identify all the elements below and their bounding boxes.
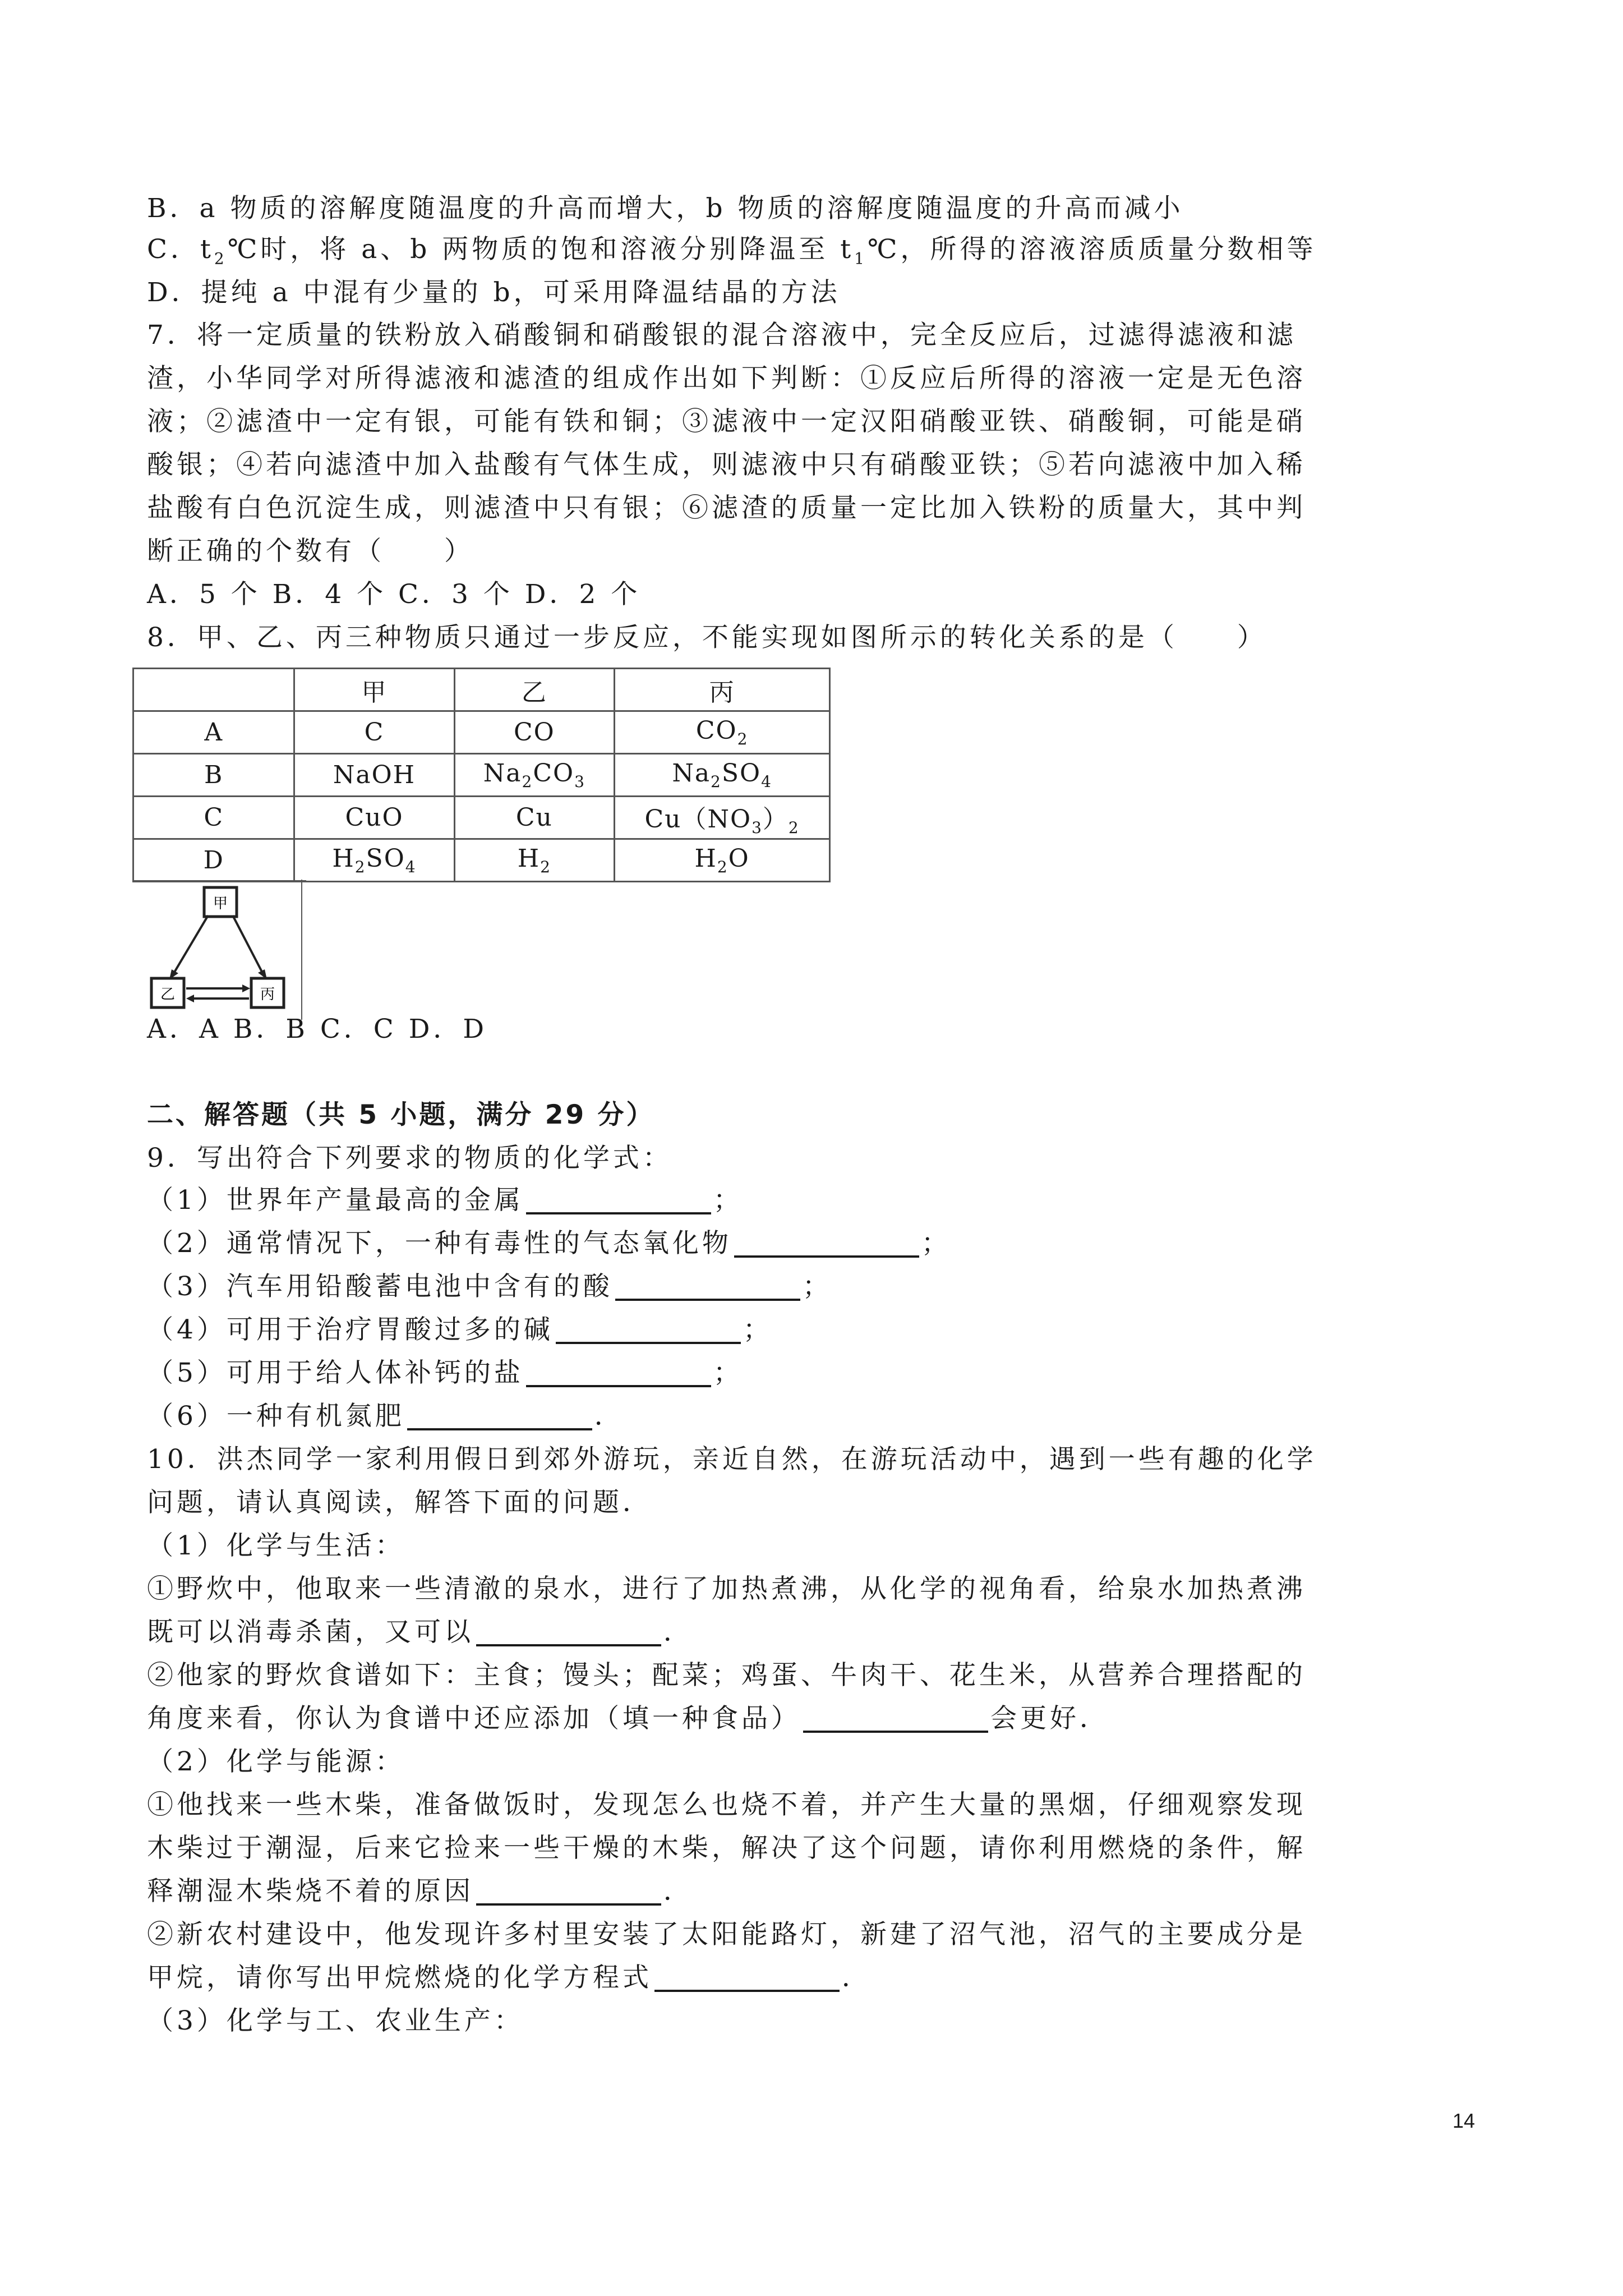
table-cell: CO	[454, 711, 615, 754]
q6c-sub-1: 2	[214, 249, 228, 268]
diagram-node-yi: 乙	[160, 986, 176, 1003]
q10-a-line-2	[147, 1616, 693, 1649]
table-cell: C	[294, 711, 454, 754]
punctuation: ．	[663, 1876, 693, 1907]
q6c-text-1: C．t	[147, 234, 214, 265]
answer-blank[interactable]	[476, 1903, 661, 1906]
q10-subsection-1: （1）化学与生活：	[147, 1530, 405, 1561]
section-heading: 二、解答题（共 5 小题，满分 29 分）	[147, 1099, 655, 1130]
q9-item-3	[147, 1270, 832, 1304]
row-label: B	[133, 754, 294, 797]
table-cell	[615, 711, 830, 754]
formula-part: H	[517, 844, 541, 873]
answer-blank[interactable]	[407, 1428, 592, 1430]
q9-item-4	[147, 1313, 773, 1347]
answer-blank[interactable]	[803, 1731, 988, 1733]
formula-part: SO	[366, 844, 405, 873]
q10-d-line-2	[147, 1961, 872, 1995]
answer-blank[interactable]	[526, 1385, 711, 1387]
q9-stem: 9．写出符合下列要求的物质的化学式：	[147, 1143, 672, 1174]
table-row	[133, 711, 830, 754]
q9-item-text: （1）世界年产量最高的金属	[147, 1185, 524, 1216]
q8-stem: 8．甲、乙、丙三种物质只通过一步反应，不能实现如图所示的转化关系的是（ ）	[147, 622, 1267, 653]
q10-c-line-1: ①他找来一些木柴，准备做饭时，发现怎么也烧不着，并产生大量的黑烟，仔细观察发现	[147, 1789, 1306, 1820]
table-cell	[454, 839, 615, 882]
q6c-text-3: ℃，所得的溶液溶质质量分数相等	[867, 234, 1317, 265]
q10-text: 释潮湿木柴烧不着的原因	[147, 1876, 474, 1907]
q6-option-d: D．提纯 a 中混有少量的 b，可采用降温结晶的方法	[147, 277, 841, 308]
formula-sub: 2	[711, 772, 722, 791]
q10-c-line-2: 木柴过于潮湿，后来它捡来一些干燥的木柴，解决了这个问题，请你利用燃烧的条件，解	[147, 1833, 1306, 1864]
formula-part: Na	[483, 759, 522, 788]
punctuation: ．	[594, 1401, 624, 1432]
q10-subsection-2: （2）化学与能源：	[147, 1746, 405, 1777]
formula-part: Cu（NO	[644, 804, 752, 834]
table-cell	[133, 669, 294, 711]
table-cell: CuO	[294, 797, 454, 839]
q10-subsection-3: （3）化学与工、农业生产：	[147, 2005, 524, 2036]
formula-part: H	[694, 844, 717, 873]
q10-b-line-2	[147, 1702, 1109, 1736]
answer-blank[interactable]	[615, 1299, 800, 1301]
q6c-sub-2: 1	[854, 249, 868, 268]
q9-item-5	[147, 1356, 743, 1390]
q9-item-text: （4）可用于治疗胃酸过多的碱	[147, 1314, 554, 1345]
q10-b-line-1: ②他家的野炊食谱如下：主食；馒头；配菜；鸡蛋、牛肉干、花生米，从营养合理搭配的	[147, 1660, 1306, 1691]
formula-sub: 4	[761, 772, 772, 791]
q7-line-5: 盐酸有白色沉淀生成，则滤渣中只有银；⑥滤渣的质量一定比加入铁粉的质量大，其中判	[147, 493, 1306, 523]
table-cell: Cu	[454, 797, 615, 839]
formula-part: O	[728, 844, 750, 873]
punctuation: ；	[802, 1271, 832, 1302]
q10-a-line-1: ①野炊中，他取来一些清澈的泉水，进行了加热煮沸，从化学的视角看，给泉水加热煮沸	[147, 1573, 1306, 1604]
diagram-node-jia: 甲	[213, 895, 228, 912]
q6-option-b: B．a 物质的溶解度随温度的升高而增大，b 物质的溶解度随温度的升高而减小	[147, 193, 1184, 224]
q10-text: 甲烷，请你写出甲烷燃烧的化学方程式	[147, 1962, 652, 1993]
row-label: A	[133, 711, 294, 754]
formula-part: H	[332, 844, 355, 873]
table-cell	[615, 797, 830, 839]
formula-sub: 4	[405, 857, 417, 876]
answer-blank[interactable]	[654, 1990, 840, 1992]
table-header-yi: 乙	[454, 669, 615, 711]
punctuation: ；	[743, 1314, 773, 1345]
formula-sub: 2	[354, 857, 366, 876]
answer-blank[interactable]	[734, 1255, 919, 1258]
formula-sub: 2	[788, 818, 800, 837]
table-row	[133, 797, 830, 839]
table-cell	[615, 839, 830, 882]
formula-sub: 2	[737, 729, 749, 748]
formula-sub: 2	[540, 857, 551, 876]
formula-sub: 2	[717, 857, 728, 876]
formula-part: CO	[695, 716, 737, 746]
punctuation: ；	[921, 1228, 951, 1259]
row-label: C	[133, 797, 294, 839]
punctuation: ；	[713, 1358, 743, 1388]
q10-text: 会更好．	[990, 1703, 1109, 1734]
q9-item-text: （6）一种有机氮肥	[147, 1401, 405, 1432]
q7-line-3: 液；②滤渣中一定有银，可能有铁和铜；③滤液中一定汉阳硝酸亚铁、硝酸铜，可能是硝	[147, 406, 1306, 437]
q8-options: A．A B．B C．C D．D	[147, 1014, 488, 1045]
q6-option-c	[147, 233, 1316, 275]
punctuation: ．	[842, 1962, 872, 1993]
formula-sub: 3	[751, 818, 763, 837]
formula-part: SO	[721, 759, 762, 788]
punctuation: ．	[663, 1617, 693, 1648]
diagram-node-bing: 丙	[260, 986, 275, 1003]
punctuation: ；	[713, 1185, 743, 1216]
q7-line-6: 断正确的个数有（ ）	[147, 536, 474, 567]
q9-item-text: （3）汽车用铅酸蓄电池中含有的酸	[147, 1271, 613, 1302]
table-header-row	[133, 669, 830, 711]
q7-line-2: 渣，小华同学对所得滤液和滤渣的组成作出如下判断：①反应后所得的溶液一定是无色溶	[147, 363, 1306, 394]
q10-d-line-1: ②新农村建设中，他发现许多村里安装了太阳能路灯，新建了沼气池，沼气的主要成分是	[147, 1919, 1306, 1950]
q6c-text-2: ℃时，将 a、b 两物质的饱和溶液分别降温至 t	[227, 234, 855, 265]
table-cell	[454, 754, 615, 797]
formula-part: Na	[672, 759, 711, 788]
table-cell	[294, 839, 454, 882]
conversion-diagram	[132, 880, 306, 1020]
q7-line-4: 酸银；④若向滤渣中加入盐酸有气体生成，则滤液中只有硝酸亚铁；⑤若向滤液中加入稀	[147, 449, 1306, 480]
q9-item-2	[147, 1227, 951, 1260]
q10-line-1: 10．洪杰同学一家利用假日到郊外游玩，亲近自然，在游玩活动中，遇到一些有趣的化学	[147, 1444, 1317, 1475]
q9-item-text: （5）可用于给人体补钙的盐	[147, 1358, 524, 1388]
formula-sub: 2	[522, 772, 533, 791]
answer-blank[interactable]	[476, 1644, 661, 1646]
row-label: D	[133, 839, 294, 882]
answer-blank[interactable]	[526, 1212, 711, 1214]
answer-blank[interactable]	[556, 1342, 741, 1344]
table-header-jia: 甲	[294, 669, 454, 711]
q10-line-2: 问题，请认真阅读，解答下面的问题．	[147, 1487, 652, 1518]
q8-table	[132, 668, 831, 882]
table-header-bing: 丙	[615, 669, 830, 711]
formula-sub: 3	[574, 772, 585, 791]
table-cell	[615, 754, 830, 797]
q9-item-text: （2）通常情况下，一种有毒性的气态氧化物	[147, 1228, 732, 1259]
table-row	[133, 754, 830, 797]
formula-part: ）	[762, 804, 789, 834]
q10-text: 角度来看，你认为食谱中还应添加（填一种食品）	[147, 1703, 801, 1734]
table-row	[133, 839, 830, 882]
q7-line-1: 7．将一定质量的铁粉放入硝酸铜和硝酸银的混合溶液中，完全反应后，过滤得滤液和滤	[147, 320, 1297, 351]
table-cell: NaOH	[294, 754, 454, 797]
formula-part: CO	[533, 759, 575, 788]
q9-item-6	[147, 1400, 624, 1433]
q7-options: A．5 个 B．4 个 C．3 个 D．2 个	[147, 579, 641, 610]
page-number: 14	[1453, 2109, 1476, 2132]
q10-text: 既可以消毒杀菌，又可以	[147, 1617, 474, 1648]
q10-c-line-3	[147, 1875, 693, 1908]
q9-item-1	[147, 1184, 743, 1217]
